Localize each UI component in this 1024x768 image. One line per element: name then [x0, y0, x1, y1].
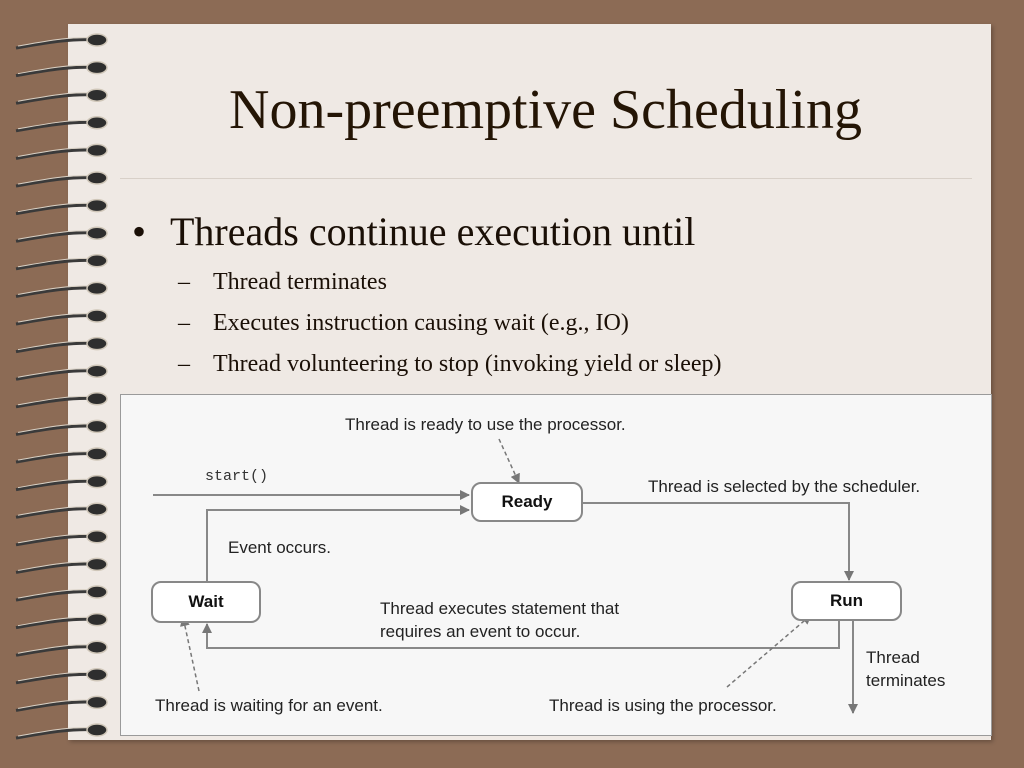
executes-label-line2: requires an event to occur.	[380, 622, 581, 641]
spiral-ring	[87, 641, 107, 653]
spiral-ring	[87, 310, 107, 322]
spiral-ring	[87, 614, 107, 626]
using-note: Thread is using the processor.	[549, 696, 777, 715]
spiral-ring	[87, 255, 107, 267]
spiral-ring	[87, 227, 107, 239]
spiral-ring	[87, 448, 107, 460]
spiral-ring	[87, 669, 107, 681]
spiral-ring	[87, 558, 107, 570]
spiral-ring	[87, 696, 107, 708]
sub-bullet-text: Thread volunteering to stop (invoking yield or sleep)	[213, 351, 722, 377]
diagram-arrows	[121, 395, 993, 737]
start-call-label: start()	[205, 468, 269, 485]
selected-label: Thread is selected by the scheduler.	[648, 477, 921, 496]
spiral-ring	[87, 420, 107, 432]
state-wait: Wait	[151, 581, 261, 623]
spiral-ring	[87, 172, 107, 184]
spiral-ring	[87, 476, 107, 488]
sub-bullet	[178, 348, 722, 380]
selected-arrow	[582, 503, 849, 580]
spiral-ring	[87, 365, 107, 377]
waiting-note: Thread is waiting for an event.	[155, 696, 383, 715]
spiral-ring	[87, 531, 107, 543]
spiral-ring	[87, 34, 107, 46]
spiral-ring	[87, 144, 107, 156]
state-run: Run	[791, 581, 902, 621]
thread-state-diagram	[120, 394, 992, 736]
dash-marker: –	[178, 310, 190, 336]
event-occurs-label: Event occurs.	[228, 538, 331, 557]
main-bullet-text: Threads continue execution until	[170, 209, 696, 254]
spiral-ring	[87, 62, 107, 74]
ready-note-pointer	[499, 439, 519, 483]
terminates-label-line1: Thread	[866, 648, 920, 667]
title-divider	[120, 178, 972, 179]
spiral-ring	[87, 393, 107, 405]
spiral-ring	[87, 503, 107, 515]
spiral-ring	[87, 338, 107, 350]
executes-label-line1: Thread executes statement that	[380, 599, 620, 618]
slide-title: Non-preemptive Scheduling	[229, 79, 862, 141]
dash-marker: –	[178, 269, 190, 295]
terminates-label-line2: terminates	[866, 671, 946, 690]
sub-bullet	[178, 307, 629, 339]
waiting-note-pointer	[183, 617, 199, 691]
sub-bullet	[178, 266, 387, 298]
spiral-ring	[87, 586, 107, 598]
bullet-dot: •	[132, 209, 147, 254]
spiral-ring	[87, 282, 107, 294]
spiral-ring	[87, 724, 107, 736]
sub-bullet-text: Thread terminates	[213, 269, 387, 295]
main-bullet	[132, 206, 695, 258]
ready-note: Thread is ready to use the processor.	[345, 415, 626, 434]
state-ready: Ready	[471, 482, 583, 522]
sub-bullet-text: Executes instruction causing wait (e.g., IO)	[213, 310, 629, 336]
dash-marker: –	[178, 351, 190, 377]
spiral-ring	[87, 200, 107, 212]
using-note-pointer	[727, 615, 811, 687]
